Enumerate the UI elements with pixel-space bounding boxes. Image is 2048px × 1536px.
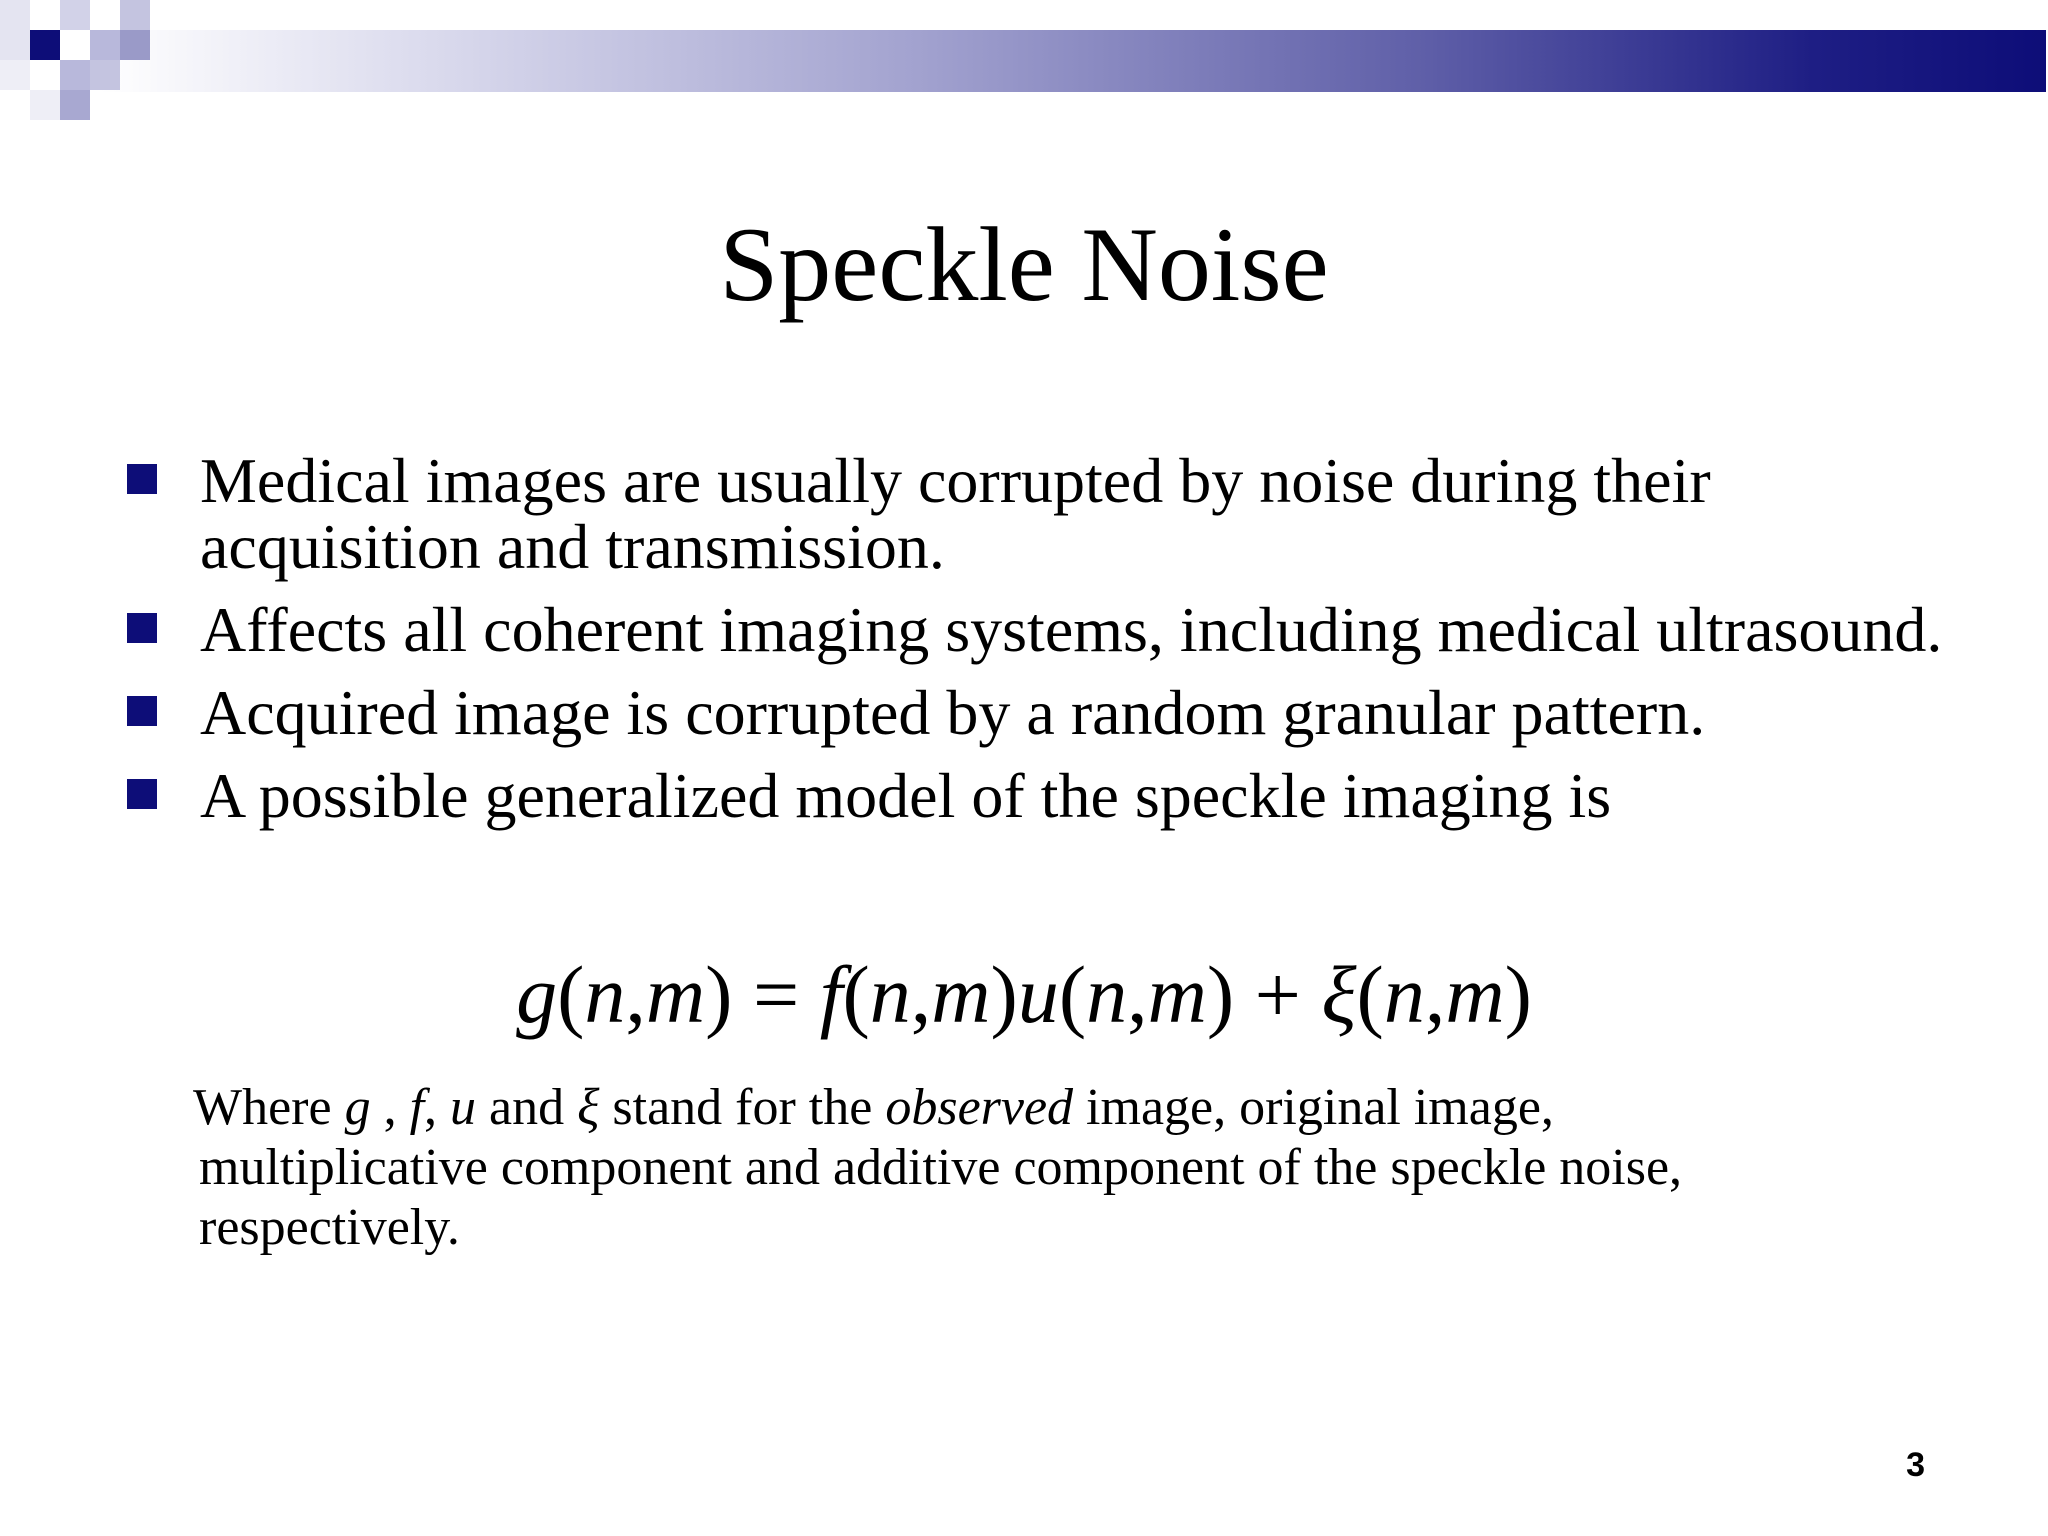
eq-paren: ) xyxy=(990,949,1018,1040)
bullet-text: A possible generalized model of the speckle imaging is xyxy=(200,760,1612,831)
square-bullet-icon xyxy=(127,613,157,643)
header-square-mid xyxy=(120,30,150,60)
bullet-text: Affects all coherent imaging systems, including medical ultrasound. xyxy=(200,594,1943,665)
eq-comma: , xyxy=(625,949,646,1040)
explanation-var-u: u xyxy=(450,1079,477,1136)
explanation-line1-rest: image, original image, xyxy=(1086,1079,1554,1136)
page-number: 3 xyxy=(1906,1446,1925,1484)
bullet-item xyxy=(125,594,2005,665)
header-square-dark xyxy=(30,30,60,60)
eq-var-m: m xyxy=(1445,949,1505,1040)
eq-paren: ( xyxy=(842,949,870,1040)
eq-paren: ) xyxy=(1206,949,1235,1040)
eq-paren: ( xyxy=(1058,949,1087,1040)
eq-var-n: n xyxy=(869,949,911,1040)
bullet-item xyxy=(125,677,2005,748)
equation-explanation xyxy=(193,1078,1933,1258)
eq-plus: + xyxy=(1254,949,1301,1040)
eq-paren: ( xyxy=(557,949,585,1040)
eq-var-n: n xyxy=(1086,949,1128,1040)
square-bullet-icon xyxy=(127,696,157,726)
explanation-var-xi: ξ xyxy=(577,1079,600,1136)
square-bullet-icon xyxy=(127,464,157,494)
header-square-light xyxy=(120,0,150,30)
eq-var-m: m xyxy=(645,949,706,1040)
explanation-where: Where xyxy=(193,1079,332,1136)
eq-equals: = xyxy=(752,949,800,1040)
eq-var-f: f xyxy=(819,949,843,1040)
header-square-light xyxy=(0,30,30,60)
slide-title: Speckle Noise xyxy=(719,206,1329,323)
eq-var-m: m xyxy=(931,949,991,1040)
eq-comma: , xyxy=(1424,949,1446,1040)
eq-var-u: u xyxy=(1017,949,1059,1040)
explanation-and: and xyxy=(489,1079,565,1136)
header-square-mid xyxy=(60,90,90,120)
eq-comma: , xyxy=(1127,949,1148,1040)
bullet-item xyxy=(125,760,2005,831)
explanation-sep: , xyxy=(424,1079,438,1136)
bullet-text: Acquired image is corrupted by a random granular pattern. xyxy=(200,677,1706,748)
eq-paren: ) xyxy=(1504,949,1532,1040)
header-square-mid xyxy=(60,60,90,90)
speckle-model-equation xyxy=(0,945,2048,1045)
header-square-mid xyxy=(90,60,120,90)
bullet-item xyxy=(125,445,2005,582)
bullet-text: Medical images are usually corrupted by noise during their acquisition and transmission. xyxy=(200,445,1711,582)
explanation-observed: observed xyxy=(885,1079,1074,1136)
header-gradient-bar xyxy=(100,30,2046,92)
eq-comma: , xyxy=(910,949,932,1040)
square-bullet-icon xyxy=(127,779,157,809)
eq-paren: ) xyxy=(705,949,733,1040)
eq-var-xi: ξ xyxy=(1321,949,1357,1040)
header-square-light xyxy=(0,0,30,30)
bullet-list xyxy=(125,445,2005,846)
explanation-var-g: g xyxy=(344,1079,371,1136)
header-square-light xyxy=(30,90,60,120)
explanation-var-f: f xyxy=(409,1079,425,1136)
eq-paren: ( xyxy=(1356,949,1384,1040)
explanation-sep: , xyxy=(370,1079,397,1136)
eq-var-n: n xyxy=(1383,949,1425,1040)
eq-var-n: n xyxy=(584,949,626,1040)
header-square-light xyxy=(0,60,30,90)
eq-var-g: g xyxy=(516,949,558,1040)
explanation-line3: respectively. xyxy=(199,1199,460,1256)
explanation-stand-for: stand for the xyxy=(612,1079,873,1136)
eq-var-m: m xyxy=(1147,949,1207,1040)
header-square-mid xyxy=(90,30,120,60)
header-square-light xyxy=(60,0,90,30)
explanation-line2: multiplicative component and additive component of the speckle noise, xyxy=(199,1139,1683,1196)
